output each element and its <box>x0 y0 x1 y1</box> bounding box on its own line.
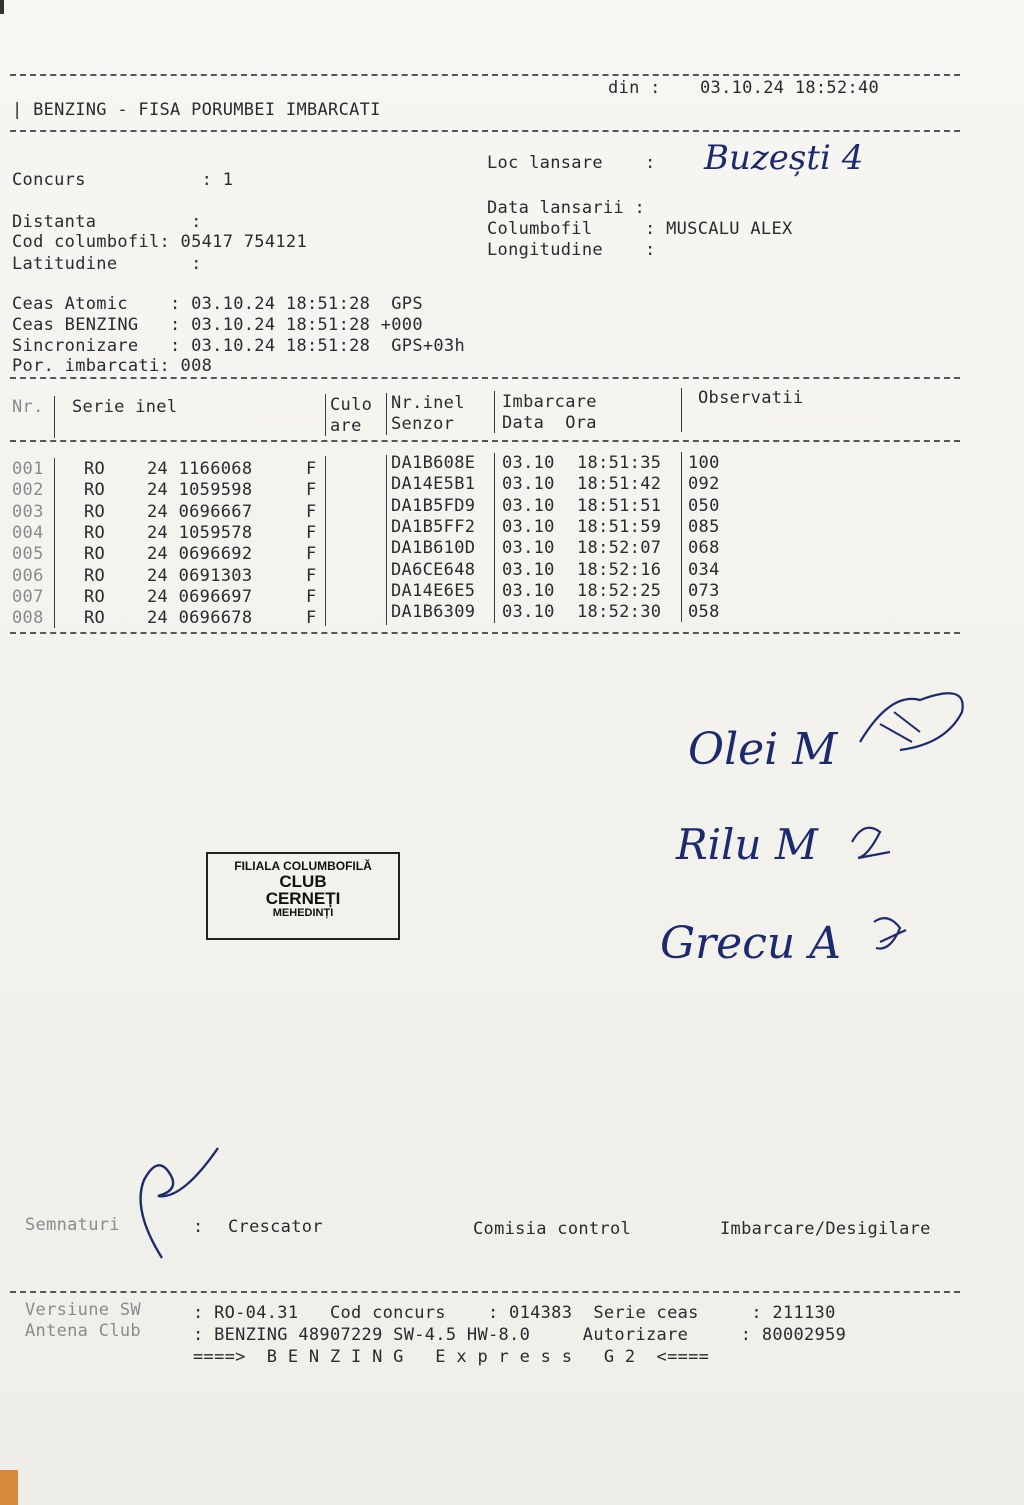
col-header-observatii: Observatii <box>698 388 804 408</box>
table-cell-sex: F <box>306 544 317 565</box>
page-edge-mark <box>0 1470 18 1505</box>
table-cell-senzor: DA14E5B1 <box>391 474 476 495</box>
stamp-line-1: FILIALA COLUMBOFILĂ <box>234 859 372 873</box>
distanta-field: Distanta : <box>12 212 202 232</box>
concurs-field: Concurs : 1 <box>12 170 234 190</box>
table-cell-data: 03.10 <box>502 516 555 537</box>
footer-divider <box>10 1291 960 1293</box>
table-cell-serie: 24 0696697 <box>147 586 253 607</box>
table-cell-data: 03.10 <box>502 538 555 559</box>
table-cell-sex: F <box>306 565 317 586</box>
table-top-divider <box>10 377 960 379</box>
table-cell-obs: 073 <box>688 580 720 601</box>
ceas-atomic-field: Ceas Atomic : 03.10.24 18:51:28 GPS <box>12 294 423 314</box>
loc-lansare-handwritten: Buzești 4 <box>704 138 864 178</box>
stamp-line-4: MEHEDINȚI <box>272 907 334 920</box>
stamp-line-2: CLUB <box>279 871 327 891</box>
table-cell-serie: 24 0696667 <box>147 501 253 522</box>
table-header-divider <box>10 440 960 442</box>
table-cell-ora: 18:52:30 <box>577 602 662 623</box>
table-cell-serie: 24 1059578 <box>147 522 253 543</box>
crescator-signature <box>128 1140 238 1265</box>
table-cell-nr: 002 <box>12 480 44 501</box>
col-header-culoare-1: Culo <box>330 395 373 415</box>
table-cell-nr: 007 <box>12 586 44 607</box>
table-cell-ora: 18:51:35 <box>577 453 662 473</box>
sincronizare-field: Sincronizare : 03.10.24 18:51:28 GPS+03h <box>12 336 465 356</box>
header-separator <box>494 391 495 433</box>
document-title: | BENZING - FISA PORUMBEI IMBARCATI <box>12 100 381 120</box>
table-cell-senzor: DA1B5FD9 <box>391 495 476 516</box>
table-bottom-divider <box>10 632 960 634</box>
divider <box>10 74 960 76</box>
table-cell-tara: RO <box>84 459 106 479</box>
handwritten-note-1: Olei M <box>688 724 838 775</box>
table-cell-tara: RO <box>84 544 106 565</box>
table-cell-sex: F <box>306 522 317 543</box>
table-cell-tara: RO <box>84 501 106 522</box>
table-cell-data: 03.10 <box>502 580 555 601</box>
col-header-imbarcare: Imbarcare <box>502 392 597 412</box>
table-cell-data: 03.10 <box>502 474 555 495</box>
table-cell-sex: F <box>306 586 317 607</box>
table-cell-tara: RO <box>84 480 106 501</box>
stamp-line-3: CERNEȚI <box>265 889 341 909</box>
table-cell-ora: 18:51:51 <box>577 495 662 516</box>
table-cell-nr: 003 <box>12 501 44 522</box>
table-cell-serie: 24 1059598 <box>147 480 253 501</box>
handwritten-note-3: Grecu A <box>660 918 841 969</box>
table-cell-serie: 24 0691303 <box>147 565 253 586</box>
table-cell-obs: 068 <box>688 538 720 559</box>
table-cell-tara: RO <box>84 608 106 629</box>
table-cell-obs: 034 <box>688 559 720 580</box>
antena-club-value: : BENZING 48907229 SW-4.5 HW-8.0 Autorizare : 80002959 <box>193 1325 847 1345</box>
versiune-sw-label: Versiune SW <box>25 1300 141 1320</box>
cod-columbofil-field: Cod columbofil: 05417 754121 <box>12 232 307 252</box>
semnaturi-colon: : <box>193 1217 204 1237</box>
handwritten-note-2: Rilu M <box>676 820 818 869</box>
latitudine-field: Latitudine : <box>12 254 202 274</box>
col-header-senzor: Senzor <box>391 414 455 434</box>
table-cell-obs: 092 <box>688 474 720 495</box>
table-cell-senzor: DA1B608E <box>391 453 476 473</box>
table-cell-senzor: DA1B610D <box>391 538 476 559</box>
porumbei-imbarcati-field: Por. imbarcati: 008 <box>12 356 213 376</box>
table-cell-tara: RO <box>84 565 106 586</box>
table-cell-nr: 001 <box>12 459 44 479</box>
crescator-label: Crescator <box>228 1217 323 1237</box>
divider <box>10 130 960 132</box>
table-cell-obs: 085 <box>688 516 720 537</box>
table-cell-tara: RO <box>84 586 106 607</box>
table-cell-serie: 24 0696692 <box>147 544 253 565</box>
club-stamp <box>206 852 400 940</box>
header-separator <box>681 388 682 432</box>
header-separator <box>386 393 387 435</box>
handwritten-initials <box>850 672 980 992</box>
table-cell-data: 03.10 <box>502 602 555 623</box>
header-separator <box>325 394 326 436</box>
antena-club-label: Antena Club <box>25 1321 141 1341</box>
table-cell-obs: 058 <box>688 602 720 623</box>
table-cell-ora: 18:52:16 <box>577 559 662 580</box>
data-lansarii-field: Data lansarii : <box>487 198 646 218</box>
table-cell-obs: 050 <box>688 495 720 516</box>
column-separator <box>494 453 495 623</box>
imbarcare-desigilare-label: Imbarcare/Desigilare <box>720 1219 931 1239</box>
header-separator <box>54 396 55 438</box>
table-cell-serie: 24 0696678 <box>147 608 253 629</box>
table-cell-ora: 18:52:07 <box>577 538 662 559</box>
versiune-sw-value: : RO-04.31 Cod concurs : 014383 Serie ceas : 211130 <box>193 1303 836 1323</box>
table-cell-sex: F <box>306 459 317 479</box>
loc-lansare-label: Loc lansare : <box>487 153 656 173</box>
table-cell-ora: 18:51:59 <box>577 516 662 537</box>
column-separator <box>681 452 682 622</box>
table-cell-sex: F <box>306 480 317 501</box>
table-cell-sex: F <box>306 501 317 522</box>
table-cell-senzor: DA1B6309 <box>391 602 476 623</box>
table-cell-nr: 005 <box>12 544 44 565</box>
table-cell-data: 03.10 <box>502 495 555 516</box>
table-cell-ora: 18:51:42 <box>577 474 662 495</box>
print-datetime: 03.10.24 18:52:40 <box>700 78 880 98</box>
col-header-nr: Nr. <box>12 397 44 417</box>
table-cell-senzor: DA14E6E5 <box>391 580 476 601</box>
column-separator <box>325 456 326 626</box>
corner-mark <box>0 0 4 14</box>
benzing-express-banner: ====> B E N Z I N G E x p r e s s G 2 <==== <box>193 1347 710 1367</box>
col-header-nr-inel: Nr.inel <box>391 393 465 413</box>
table-cell-data: 03.10 <box>502 559 555 580</box>
column-separator <box>386 455 387 625</box>
column-separator <box>54 458 55 628</box>
table-cell-tara: RO <box>84 522 106 543</box>
table-cell-senzor: DA6CE648 <box>391 559 476 580</box>
table-cell-sex: F <box>306 608 317 629</box>
table-cell-serie: 24 1166068 <box>147 459 253 479</box>
comisia-control-label: Comisia control <box>473 1219 632 1239</box>
date-label: din : <box>608 78 661 98</box>
table-cell-obs: 100 <box>688 453 720 473</box>
table-cell-data: 03.10 <box>502 453 555 473</box>
table-cell-senzor: DA1B5FF2 <box>391 516 476 537</box>
table-cell-nr: 008 <box>12 608 44 629</box>
columbofil-field: Columbofil : MUSCALU ALEX <box>487 219 793 239</box>
longitudine-field: Longitudine : <box>487 240 656 260</box>
ceas-benzing-field: Ceas BENZING : 03.10.24 18:51:28 +000 <box>12 315 423 335</box>
col-header-culoare-2: are <box>330 416 362 436</box>
table-cell-ora: 18:52:25 <box>577 580 662 601</box>
col-header-serie-inel: Serie inel <box>72 397 178 417</box>
semnaturi-label: Semnaturi <box>25 1215 120 1235</box>
table-cell-nr: 006 <box>12 565 44 586</box>
col-header-data-ora: Data Ora <box>502 413 597 433</box>
table-cell-nr: 004 <box>12 522 44 543</box>
